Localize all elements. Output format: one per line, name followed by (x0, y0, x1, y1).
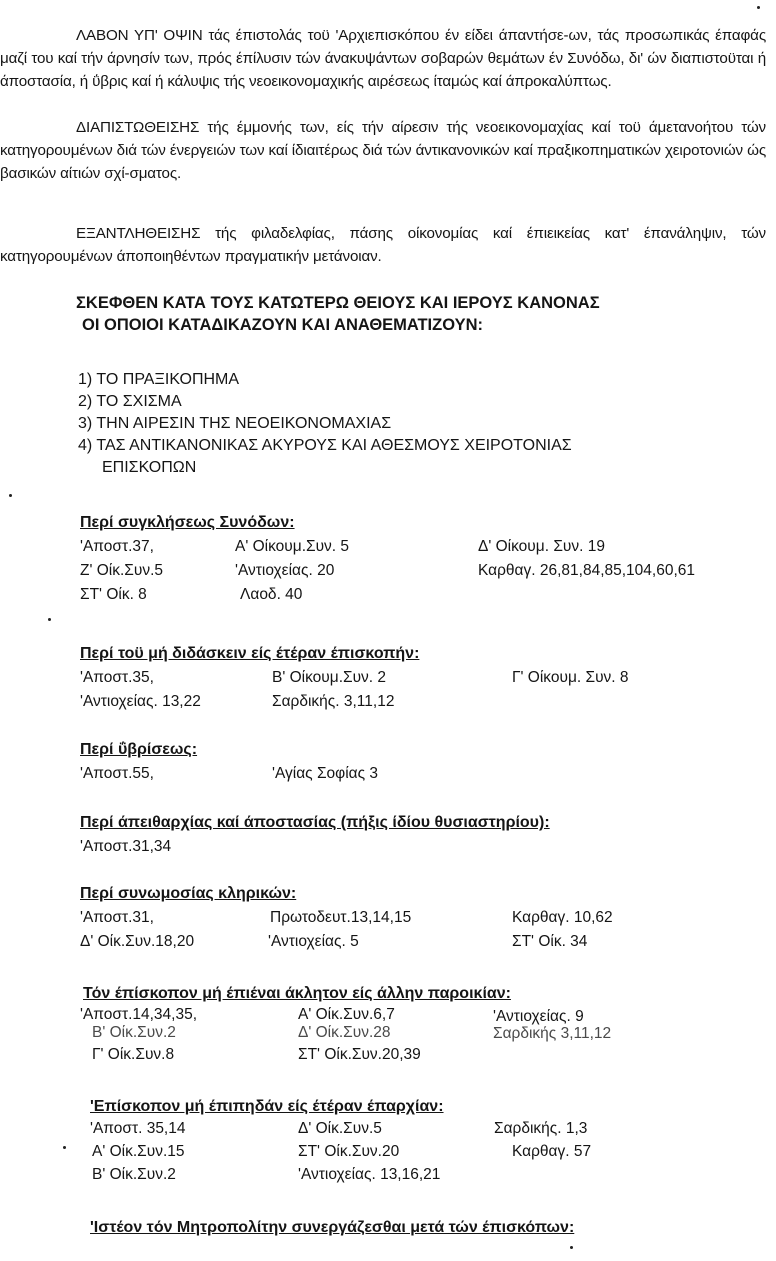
intro-paragraph-3-text: ΕΞΑΝΤΛΗΘΕΙΣΗΣ τής φιλαδελφίας, πάσης οίκονομίας καί έπιεικείας κατ' έπανάληψιν, τών κατηγορουμένων άποποιηθέντων πραγματικήν μετάνοιαν. (0, 225, 766, 265)
intro-paragraph-3 (0, 222, 766, 268)
canon-ref: Α' Οίκ.Συν.6,7 (298, 1006, 395, 1023)
canon-ref: 'Αγίας Σοφίας 3 (272, 765, 379, 782)
canon-ref: 'Αποστ.35, (80, 669, 154, 686)
charge-item: 2) ΤΟ ΣΧΙΣΜΑ (78, 393, 182, 410)
canon-ref: Δ' Οίκουμ. Συν. 19 (478, 538, 605, 555)
canons-heading-line-2: ΟΙ ΟΠΟΙΟΙ ΚΑΤΑΔΙΚΑΖΟΥΝ ΚΑΙ ΑΝΑΘΕΜΑΤΙΖΟΥΝ: (82, 316, 483, 334)
canon-ref: 'Αποστ.31, (80, 909, 154, 926)
canon-ref: Σαρδικής 3,11,12 (493, 1025, 612, 1042)
canon-ref: 'Αποστ.37, (80, 538, 154, 555)
canon-ref: ΣΤ' Οίκ.Συν.20 (298, 1143, 400, 1160)
canon-ref: Δ' Οίκ.Συν.28 (298, 1024, 391, 1041)
section-heading: Τόν έπίσκοπον μή έπιέναι άκλητον είς άλλην παροικίαν: (83, 985, 511, 1002)
canon-ref: ΣΤ' Οίκ. 34 (512, 933, 588, 950)
charge-item: 4) ΤΑΣ ΑΝΤΙΚΑΝΟΝΙΚΑΣ ΑΚΥΡΟΥΣ ΚΑΙ ΑΘΕΣΜΟΥΣ ΧΕΙΡΟΤΟΝΙΑΣ (78, 437, 572, 454)
canon-ref: Β' Οίκουμ.Συν. 2 (272, 669, 387, 686)
canon-ref: Δ' Οίκ.Συν.5 (298, 1120, 382, 1137)
canon-ref: Β' Οίκ.Συν.2 (92, 1166, 176, 1183)
canon-ref: 'Αποστ.31,34 (80, 838, 172, 855)
canons-heading (76, 292, 600, 336)
canon-ref: 'Αντιοχείας. 13,22 (80, 693, 201, 710)
canon-ref: Α' Οίκουμ.Συν. 5 (235, 538, 350, 555)
canon-ref: Καρθαγ. 26,81,84,85,104,60,61 (478, 562, 696, 579)
charge-item-continuation: ΕΠΙΣΚΟΠΩΝ (102, 459, 197, 476)
canon-ref: 'Αποστ.14,34,35, (80, 1006, 198, 1023)
canons-heading-line-1: ΣΚΕΦΘΕΝ ΚΑΤΑ ΤΟΥΣ ΚΑΤΩΤΕΡΩ ΘΕΙΟΥΣ ΚΑΙ ΙΕΡΟΥΣ ΚΑΝΟΝΑΣ (76, 294, 600, 312)
canon-ref: Σαρδικής. 3,11,12 (272, 693, 395, 710)
canon-ref: 'Αντιοχείας. 5 (268, 933, 359, 950)
canon-ref: Πρωτοδευτ.13,14,15 (270, 909, 412, 926)
section-heading: Περί άπειθαρχίας καί άποστασίας (πήξις ίδίου θυσιαστηρίου): (80, 814, 550, 831)
canon-ref: Β' Οίκ.Συν.2 (92, 1024, 176, 1041)
canon-ref: ΣΤ' Οίκ. 8 (80, 586, 147, 603)
section-heading: 'Ιστέον τόν Μητροπολίτην συνεργάζεσθαι μετά τών έπισκόπων: (90, 1219, 575, 1236)
canon-ref: Γ' Οίκουμ. Συν. 8 (512, 669, 629, 686)
canon-ref: Λαοδ. 40 (240, 586, 303, 603)
scan-speck (757, 6, 760, 9)
canon-ref: Καρθαγ. 57 (512, 1143, 592, 1160)
canon-ref: Σαρδικής. 1,3 (494, 1120, 588, 1137)
canon-ref: 'Αντιοχείας. 20 (235, 562, 335, 579)
canon-ref: Δ' Οίκ.Συν.18,20 (80, 933, 195, 950)
canon-ref: 'Αντιοχείας. 13,16,21 (298, 1166, 441, 1183)
charge-item: 3) ΤΗΝ ΑΙΡΕΣΙΝ ΤΗΣ ΝΕΟΕΙΚΟΝΟΜΑΧΙΑΣ (78, 415, 392, 432)
intro-paragraph-2 (0, 116, 766, 185)
scan-speck (48, 618, 51, 621)
canon-ref: ΣΤ' Οίκ.Συν.20,39 (298, 1046, 421, 1063)
canon-ref: Καρθαγ. 10,62 (512, 909, 613, 926)
canon-ref: 'Αποστ. 35,14 (90, 1120, 186, 1137)
canon-ref: 'Αποστ.55, (80, 765, 154, 782)
scan-speck (9, 494, 12, 497)
section-heading: Περί συνωμοσίας κληρικών: (80, 885, 297, 902)
canon-ref: Ζ' Οίκ.Συν.5 (80, 562, 164, 579)
intro-paragraph-1 (0, 24, 766, 93)
intro-paragraph-1-text: ΛΑΒΟΝ ΥΠ' ΟΨΙΝ τάς έπιστολάς τοϋ 'Αρχιεπισκόπου έν είδει άπαντήσε-ων, τάς προσωπικάς έπαφάς μαζί του καί τήν άρνησίν των, πρός έπίλυσιν τών άνακυψάντων σοβαρών θεμάτων έν Συνόδω, δι' ών διαπιστοϋται ή άποστασία, ή ΰβρις καί ή κάλυψις τής νεοεικονομαχικής αιρέσεως ίταμώς καί άπροκαλύπτως. (0, 27, 766, 90)
section-heading: Περί ΰβρίσεως: (80, 741, 198, 758)
section-heading: 'Επίσκοπον μή έπιπηδάν είς έτέραν έπαρχίαν: (90, 1098, 444, 1115)
charges-list (78, 369, 572, 479)
section-heading: Περί συγκλήσεως Συνόδων: (80, 514, 295, 531)
scan-speck (570, 1246, 573, 1249)
charge-item: 1) ΤΟ ΠΡΑΞΙΚΟΠΗΜΑ (78, 371, 240, 388)
canon-ref: Α' Οίκ.Συν.15 (92, 1143, 185, 1160)
canon-ref: Γ' Οίκ.Συν.8 (92, 1046, 175, 1063)
canon-ref: 'Αντιοχείας. 9 (493, 1008, 584, 1025)
intro-paragraph-2-text: ΔΙΑΠΙΣΤΩΘΕΙΣΗΣ τής έμμονής των, είς τήν αίρεσιν τής νεοεικονομαχίας καί τοϋ άμετανοήτου τών κατηγορουμένων διά τών ένεργειών των καί ίδιαιτέρως διά τών άντικανονικών καί πραξικοπηματικών χειροτονιών ώς βασικών αίτιών σχί-σματος. (0, 119, 766, 182)
section-heading: Περί τοϋ μή διδάσκειν είς έτέραν έπισκοπήν: (80, 645, 420, 662)
scan-speck (63, 1146, 66, 1149)
